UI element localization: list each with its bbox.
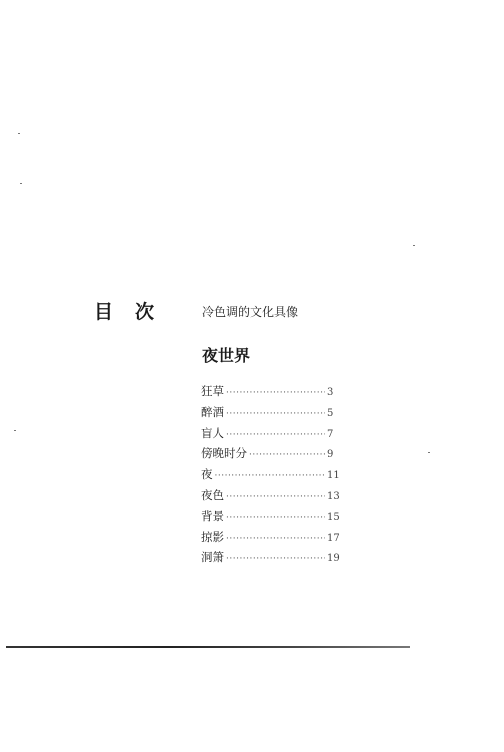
toc-entry[interactable] — [201, 487, 341, 508]
toc-leader-dots — [226, 554, 325, 564]
toc-entry[interactable] — [201, 404, 341, 425]
scan-speck — [428, 452, 430, 453]
toc-entry-page: 13 — [327, 490, 340, 502]
scan-speck — [20, 183, 22, 184]
toc-entry[interactable] — [201, 445, 341, 466]
toc-entry[interactable] — [201, 549, 341, 570]
toc-leader-dots — [226, 430, 325, 440]
toc-entry-page: 9 — [327, 449, 334, 461]
toc-leader-dots — [226, 534, 325, 544]
toc-entry[interactable] — [201, 508, 341, 529]
book-subtitle: 冷色调的文化具像 — [202, 305, 299, 319]
toc-leader-dots — [226, 388, 325, 398]
toc-entry-title: 狂草 — [201, 384, 224, 398]
toc-entry-page: 3 — [327, 387, 334, 398]
toc-entry-title: 盲人 — [201, 425, 224, 440]
toc-entry-title: 洞箫 — [201, 550, 224, 565]
toc-entry-title: 掠影 — [201, 529, 224, 544]
toc-leader-dots — [226, 513, 325, 523]
toc-entry-title: 醉酒 — [201, 404, 224, 419]
toc-leader-dots — [226, 492, 325, 502]
toc-leader-dots — [215, 471, 326, 481]
contents-heading-char-1: 目 — [94, 301, 114, 323]
table-of-contents — [201, 383, 341, 570]
toc-entry[interactable] — [201, 383, 341, 404]
toc-entry-title: 傍晚时分 — [201, 446, 247, 461]
toc-entry-page: 5 — [327, 407, 334, 419]
contents-heading-char-2: 次 — [135, 301, 155, 323]
scan-speck — [18, 133, 20, 134]
section-title: 夜世界 — [202, 346, 251, 365]
toc-entry[interactable] — [201, 466, 341, 487]
toc-entry-title: 夜色 — [201, 487, 224, 502]
toc-entry-page: 19 — [327, 553, 340, 565]
toc-entry-page: 7 — [327, 428, 334, 440]
toc-entry-page: 11 — [327, 470, 340, 482]
toc-entry-page: 15 — [327, 511, 340, 523]
toc-leader-dots — [249, 450, 325, 460]
toc-entry-title: 夜 — [201, 467, 213, 482]
bottom-rule-divider — [6, 646, 410, 648]
scan-speck — [14, 430, 16, 431]
toc-leader-dots — [226, 409, 325, 419]
scan-speck — [413, 245, 415, 246]
contents-heading — [94, 297, 154, 324]
toc-entry[interactable] — [201, 425, 341, 446]
toc-entry-title: 背景 — [201, 508, 224, 523]
toc-entry-page: 17 — [327, 532, 340, 544]
toc-entry[interactable] — [201, 529, 341, 550]
